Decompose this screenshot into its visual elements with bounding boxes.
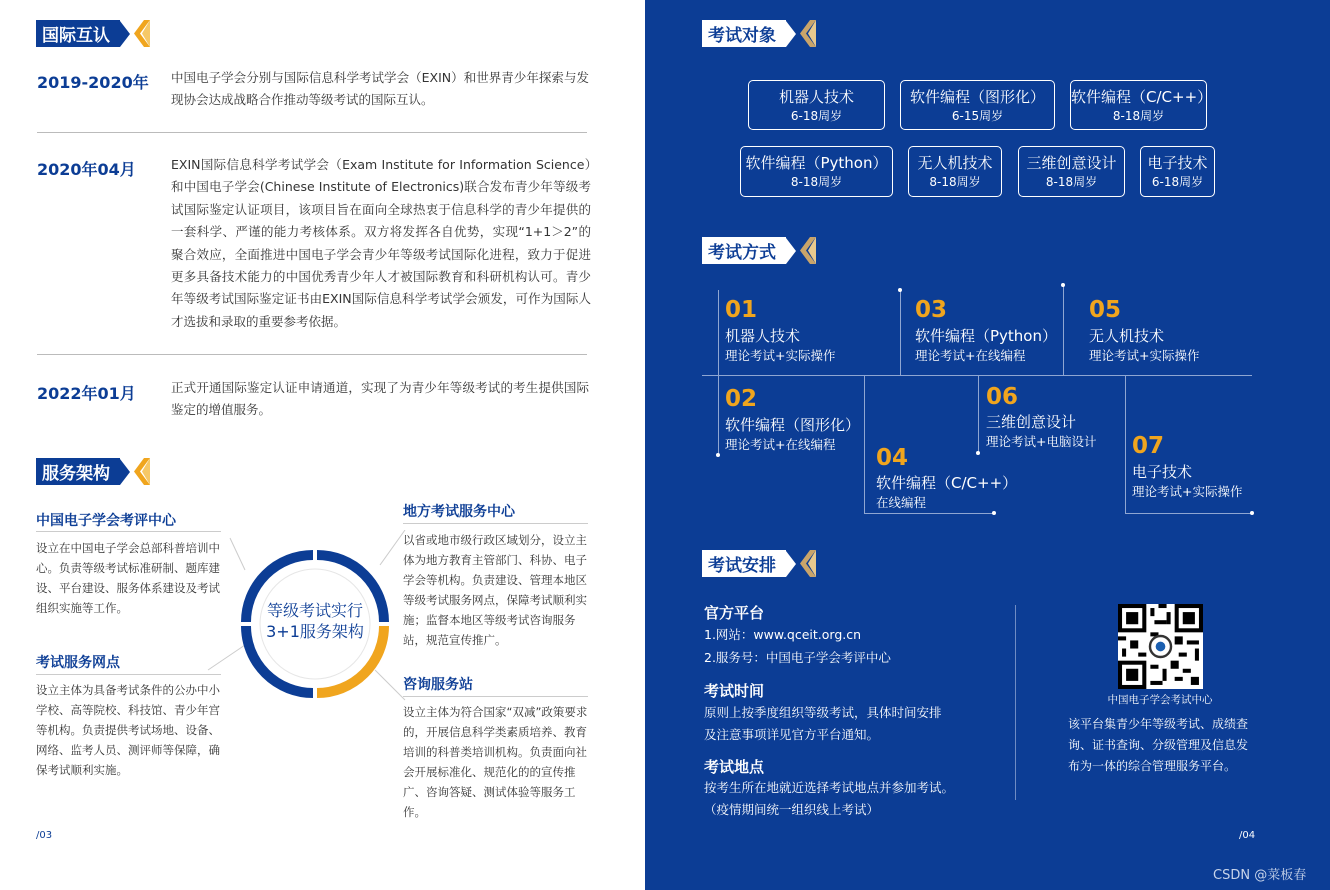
place-title: 考试地点 — [704, 758, 765, 776]
mode-name: 软件编程（C/C++） — [876, 474, 1018, 492]
dot — [1061, 283, 1065, 287]
mode-number: 06 — [986, 384, 1019, 410]
connector — [1125, 513, 1252, 514]
mode-number: 02 — [725, 386, 758, 412]
mode-name: 无人机技术 — [1089, 327, 1165, 345]
service-text: 设立主体为符合国家“双减”政策要求的，开展信息科学类素质培养、教育培训的科普类培训机构。负责面向社会开展标准化、规范化的的宣传推广、咨询答疑、测试体验等服务工作。 — [403, 705, 588, 819]
timeline-year: 2022年01月 — [37, 384, 136, 403]
target-box: 三维创意设计 8-18周岁 — [1018, 146, 1125, 197]
platform-title: 官方平台 — [704, 604, 765, 622]
place-line: 按考生所在地就近选择考试地点并参加考试。 — [704, 780, 955, 795]
divider — [403, 523, 588, 524]
place-line: （疫情期间统一组织线上考试） — [704, 802, 880, 817]
qr-code-icon — [1118, 604, 1203, 689]
divider — [37, 132, 587, 133]
dot — [1250, 511, 1254, 515]
left-page — [0, 0, 645, 890]
target-box: 软件编程（C/C++） 8-18周岁 — [1070, 80, 1207, 130]
target-box: 软件编程（图形化） 6-15周岁 — [900, 80, 1055, 130]
timeline-year: 2019-2020年 — [37, 73, 149, 92]
connector — [1063, 285, 1064, 375]
service-title: 地方考试服务中心 — [403, 504, 515, 520]
section-title: 服务架构 — [36, 458, 120, 485]
page-number: /03 — [36, 830, 53, 841]
connector — [1125, 375, 1126, 513]
mode-desc: 理论考试+电脑设计 — [986, 434, 1097, 449]
center-title — [250, 600, 380, 642]
time-line: 及注意事项详见官方平台通知。 — [704, 727, 880, 742]
chevron-icon — [800, 550, 816, 577]
qr-caption: 中国电子学会考试中心 — [1107, 694, 1213, 706]
target-box: 无人机技术 8-18周岁 — [908, 146, 1002, 197]
divider — [36, 674, 221, 675]
timeline-text: 中国电子学会分别与国际信息科学考试学会（EXIN）和世界青少年探索与发现协会达成战略合作推动等级考试的国际互认。 — [171, 70, 589, 108]
target-box: 电子技术 6-18周岁 — [1140, 146, 1215, 197]
page-number: /04 — [1239, 830, 1256, 841]
time-title: 考试时间 — [704, 682, 765, 700]
mode-number: 05 — [1089, 297, 1122, 323]
section-header-schedule — [702, 550, 816, 577]
chevron-icon — [134, 20, 150, 47]
service-text: 设立在中国电子学会总部科普培训中心。负责等级考试标准研制、题库建设、平台建设、服务体系建设及考试组织实施等工作。 — [36, 541, 220, 615]
watermark: CSDN @菜板春 — [1213, 868, 1307, 883]
mode-name: 三维创意设计 — [986, 413, 1077, 431]
section-header-intl — [36, 20, 150, 47]
mode-desc: 理论考试+实际操作 — [725, 348, 836, 363]
platform-line: 2.服务号：中国电子学会考评中心 — [704, 650, 891, 665]
time-line: 原则上按季度组织等级考试，具体时间安排 — [704, 705, 942, 720]
chevron-icon — [800, 20, 816, 47]
mode-number: 03 — [915, 297, 948, 323]
mode-name: 软件编程（Python） — [915, 327, 1057, 345]
connector — [900, 290, 901, 375]
mode-axis — [702, 375, 1252, 376]
service-title: 考试服务网点 — [36, 655, 120, 671]
section-header-service — [36, 458, 150, 485]
mode-desc: 理论考试+实际操作 — [1089, 348, 1200, 363]
connector — [718, 290, 719, 375]
divider — [37, 354, 587, 355]
chevron-icon — [800, 237, 816, 264]
service-text: 设立主体为具备考试条件的公办中小学校、高等院校、科技馆、青少年宫等机构。负责提供考试场地、设备、网络、监考人员、测评师等保障，确保考试顺利实施。 — [36, 683, 220, 777]
mode-number: 07 — [1132, 433, 1165, 459]
mode-desc: 理论考试+在线编程 — [725, 437, 836, 452]
connector — [864, 375, 865, 513]
section-title: 国际互认 — [36, 20, 120, 47]
section-title: 考试对象 — [702, 20, 786, 47]
mode-number: 01 — [725, 297, 758, 323]
connector — [864, 513, 994, 514]
timeline-text: 正式开通国际鉴定认证申请通道，实现了为青少年等级考试的考生提供国际鉴定的增值服务。 — [171, 380, 589, 418]
section-title: 考试方式 — [702, 237, 786, 264]
service-text: 以省或地市级行政区域划分，设立主体为地方教育主管部门、科协、电子学会等机构。负责建设、管理本地区等级考试服务网点，保障考试顺利实施；监督本地区等级考试咨询服务站，规范宣传推广。 — [403, 533, 587, 647]
connector — [718, 375, 719, 455]
right-page — [645, 0, 1330, 890]
mode-number: 04 — [876, 445, 909, 471]
timeline-text: EXIN国际信息科学考试学会（Exam Institute for Information Science）和中国电子学会(Chinese Institute of Electronics)联合发布青少年等级考试国际鉴定认证项目，该项目旨在面向全球热衷于信息科学的青少年提供的一套科学、严谨的能力考核体系。双方将发挥各自优势，实现“1+1＞2”的聚合效应，全面推进中国电子学会青少年等级考试国际化进程，致力于促进更多具备技术能力的中国优秀青少年人才被国际教育和科研机构认可。青少年等级考试国际鉴定证书由EXIN国际信息科学考试学会颁发，可作为国际人才选拔和录取的重要参考依据。 — [171, 157, 591, 329]
target-box: 软件编程（Python） 8-18周岁 — [740, 146, 893, 197]
dot — [716, 453, 720, 457]
dot — [898, 288, 902, 292]
dot — [992, 511, 996, 515]
center-line-2: 3+1服务架构 — [266, 622, 364, 641]
mode-name: 机器人技术 — [725, 327, 801, 345]
section-header-targets — [702, 20, 816, 47]
center-line-1: 等级考试实行 — [266, 601, 363, 620]
section-header-modes — [702, 237, 816, 264]
qr-description: 该平台集青少年等级考试、成绩查询、证书查询、分级管理及信息发布为一体的综合管理服务平台。 — [1068, 717, 1249, 773]
mode-desc: 理论考试+在线编程 — [915, 348, 1026, 363]
service-title: 咨询服务站 — [403, 677, 473, 693]
section-title: 考试安排 — [702, 550, 786, 577]
divider — [36, 531, 221, 532]
divider — [1015, 605, 1016, 800]
chevron-icon — [134, 458, 150, 485]
mode-desc: 在线编程 — [876, 495, 927, 510]
service-title: 中国电子学会考评中心 — [36, 513, 176, 529]
dot — [976, 451, 980, 455]
timeline-year: 2020年04月 — [37, 160, 136, 179]
connector — [978, 375, 979, 453]
mode-name: 电子技术 — [1132, 463, 1193, 481]
mode-name: 软件编程（图形化） — [725, 416, 861, 434]
target-box: 机器人技术 6-18周岁 — [748, 80, 885, 130]
mode-desc: 理论考试+实际操作 — [1132, 484, 1243, 499]
platform-line: 1.网站：www.qceit.org.cn — [704, 627, 862, 642]
